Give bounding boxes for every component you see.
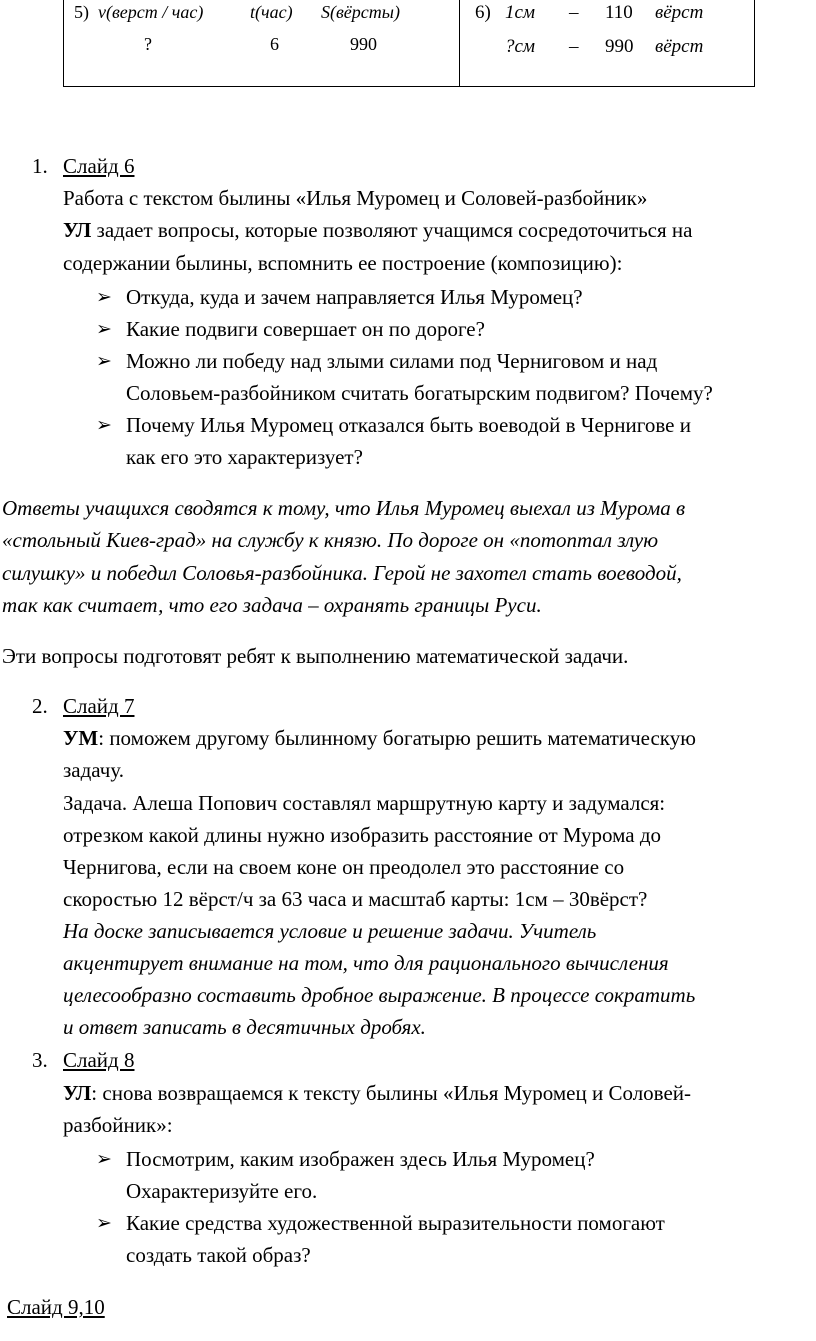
paragraph-line: задачу. (63, 758, 124, 782)
task-line: скоростью 12 вёрст/ч за 63 часа и масштаб карты: 1см – 30вёрст? (63, 887, 648, 911)
paragraph-text: : снова возвращаемся к тексту былины «Илья Муромец и Соловей- (91, 1081, 692, 1105)
bullet-arrow-icon: ➢ (96, 415, 112, 436)
bullet-arrow-icon: ➢ (96, 287, 112, 308)
answer-line: так как считает, что его задача – охранять границы Руси. (2, 593, 542, 617)
task-line: отрезком какой длины нужно изобразить расстояние от Мурома до (63, 823, 662, 847)
cell-label: 6) (475, 2, 491, 23)
table-divider (459, 0, 460, 86)
bullet-arrow-icon: ➢ (96, 1213, 112, 1234)
answer-line: «стольный Киев-град» на службу к князю. По дороге он «потоптал злую (2, 528, 659, 552)
task-line: Чернигова, если на своем коне он преодолел это расстояние со (63, 855, 625, 879)
note-line: целесообразно составить дробное выражение. В процессе сократить (63, 983, 696, 1007)
question-item: Откуда, куда и зачем направляется Илья Муромец? (126, 285, 583, 309)
scale-dash: – (569, 36, 579, 57)
question-item: Какие средства художественной выразительности помогают (126, 1211, 665, 1235)
bullet-arrow-icon: ➢ (96, 351, 112, 372)
list-number: 2. (32, 694, 48, 718)
scale-dash: – (569, 2, 579, 23)
note-line: и ответ записать в десятичных дробях. (63, 1015, 426, 1039)
time-value: 6 (270, 34, 279, 54)
slide-heading: Слайд 7 (63, 694, 135, 718)
slide-heading: Слайд 6 (63, 154, 135, 178)
unknown-cm: ?см (505, 36, 536, 57)
paragraph-line (63, 215, 692, 245)
paragraph-line: содержании былины, вспомнить ее построение (композицию): (63, 251, 623, 275)
scale-cm: 1см (505, 2, 536, 23)
bullet-arrow-icon: ➢ (96, 319, 112, 340)
question-item-cont: Соловьем-разбойником считать богатырским подвигом? Почему? (126, 381, 713, 405)
question-item: Какие подвиги совершает он по дороге? (126, 317, 485, 341)
task-line: Задача. Алеша Попович составлял маршрутную карту и задумался: (63, 791, 666, 815)
paragraph-line: Работа с текстом былины «Илья Муромец и Соловей-разбойник» (63, 186, 648, 210)
speed-value: ? (144, 34, 152, 54)
role-abbrev: УЛ (63, 218, 92, 242)
question-item-cont: Охарактеризуйте его. (126, 1179, 318, 1203)
col-distance: S(вёрсты) (321, 2, 400, 22)
role-abbrev: УЛ (63, 1081, 92, 1105)
col-speed: v(верст / час) (98, 2, 204, 22)
list-number: 1. (32, 154, 48, 178)
slide-heading: Слайд 8 (63, 1048, 135, 1072)
note-line: акцентирует внимание на том, что для рационального вычисления (63, 951, 669, 975)
slide-heading: Слайд 9,10 (7, 1295, 105, 1319)
paragraph-line: Эти вопросы подготовят ребят к выполнению математической задачи. (2, 644, 629, 668)
data-table (63, 0, 755, 87)
scale-unit: вёрст (655, 2, 704, 23)
scale-number: 110 (605, 2, 633, 23)
note-line: На доске записывается условие и решение задачи. Учитель (63, 919, 597, 943)
distance-unit: вёрст (655, 36, 704, 57)
answer-line: силушку» и победил Соловья-разбойника. Герой не захотел стать воеводой, (2, 561, 682, 585)
distance-value: 990 (350, 34, 377, 54)
bullet-arrow-icon: ➢ (96, 1149, 112, 1170)
paragraph-line (63, 1078, 691, 1108)
paragraph-text: задает вопросы, которые позволяют учащимся сосредоточиться на (91, 218, 693, 242)
paragraph-line: разбойник»: (63, 1113, 173, 1137)
paragraph-line (63, 723, 696, 753)
question-item-cont: как его это характеризует? (126, 445, 363, 469)
question-item: Почему Илья Муромец отказался быть воеводой в Чернигове и (126, 413, 691, 437)
question-item: Посмотрим, каким изображен здесь Илья Муромец? (126, 1147, 595, 1171)
question-item-cont: создать такой образ? (126, 1243, 311, 1267)
question-item: Можно ли победу над злыми силами под Черниговом и над (126, 349, 658, 373)
cell-label: 5) (74, 2, 89, 22)
col-time: t(час) (250, 2, 293, 22)
list-number: 3. (32, 1048, 48, 1072)
role-abbrev: УМ (63, 726, 99, 750)
paragraph-text: : поможем другому былинному богатырю решить математическую (98, 726, 696, 750)
distance-number: 990 (605, 36, 634, 57)
answer-line: Ответы учащихся сводятся к тому, что Илья Муромец выехал из Мурома в (2, 496, 686, 520)
